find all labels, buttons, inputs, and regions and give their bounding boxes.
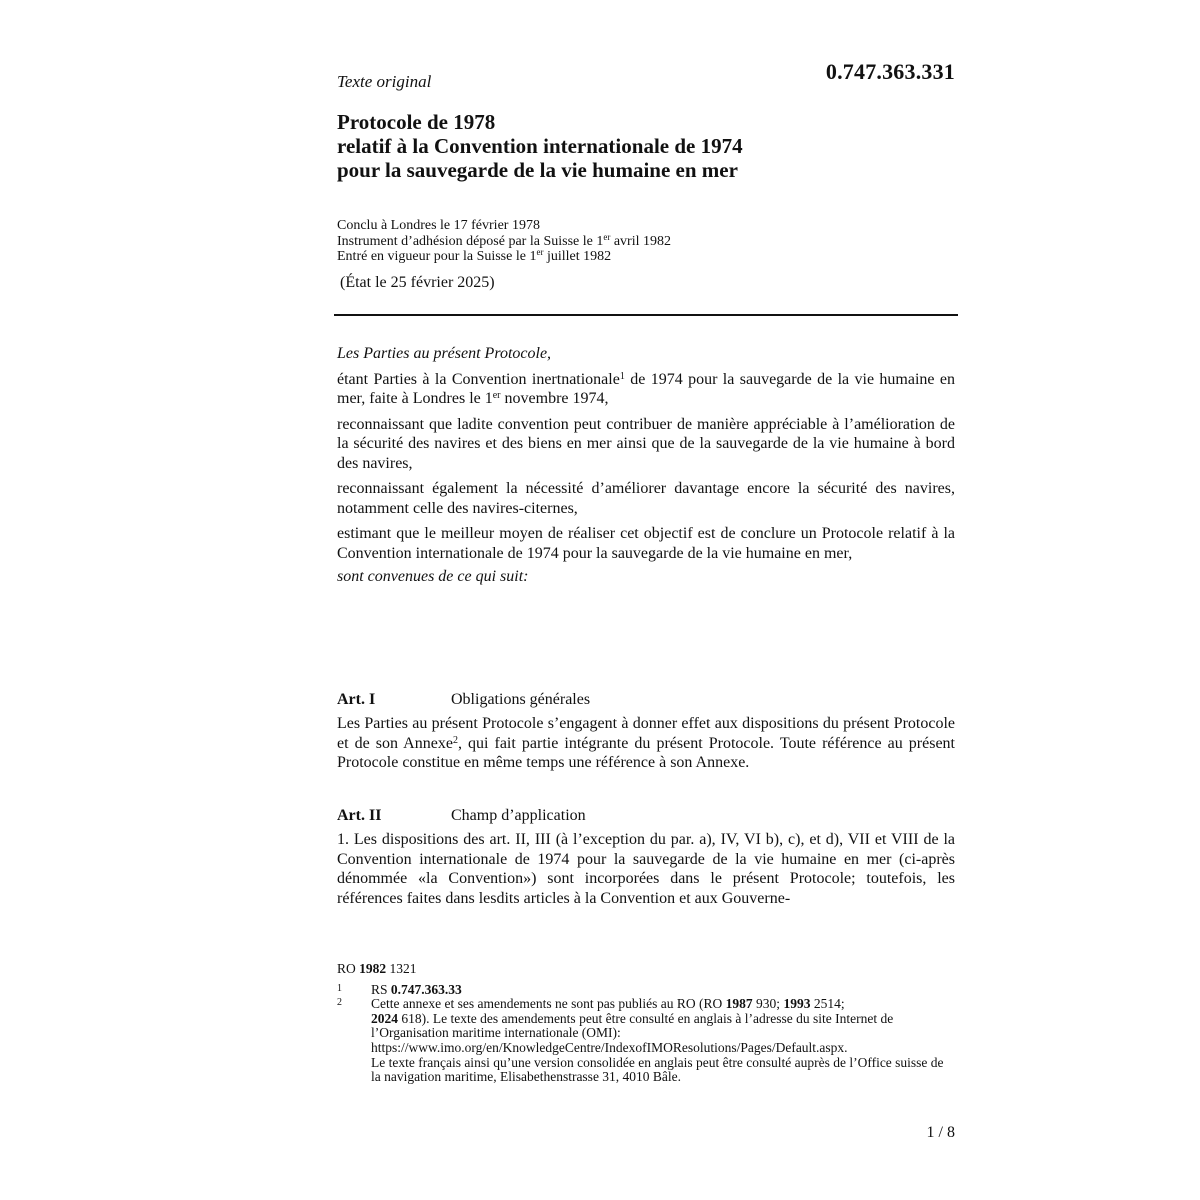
article-1: [337, 690, 955, 773]
article-title: Obligations générales: [451, 691, 591, 708]
preamble-paragraph: reconnaissant également la nécessité d’améliorer davantage encore la sécurité des navires, notamment celle des navires-citernes,: [337, 480, 955, 517]
page-number: 1 / 8: [926, 1124, 955, 1141]
article-text: Les Parties au présent Protocole s’engagent à donner effet aux dispositions du présent Protocole et de son Annexe$^2$, qui fait partie intégrante du présent Protocole. Toute référence au présent Protocole constitue en même temps une référence à son Annexe.: [337, 715, 956, 771]
preamble-paragraph: étant Parties à la Convention inertnationale$^1$ de 1974 pour la sauvegarde de la vie humaine en mer, faite à Londres le 1er novembre 1974,: [337, 370, 956, 407]
footnote-1: 1 RS 0.747.363.33: [337, 981, 462, 997]
article-heading: [337, 806, 955, 830]
footnote-2: 2 Cette annexe et ses amendements ne sont pas publiés au RO (RO 1987 930; 1993 2514; 2024 618). Le texte des amendements peut être consulté en anglais à l’adresse du site Internet de l’Organisation maritime internationale (OMI): https://www.imo.org/en/KnowledgeCentre/IndexofIMOResolutions/Pages/Default.aspx. Le texte français ainsi qu’une version consolidée en anglais peut être consulté auprès de l’Office suisse de la navigation maritime, Elisabethenstrasse 31, 4010 Bâle.: [337, 996, 944, 1085]
article-number: Art. II: [337, 807, 382, 824]
footnote-ref-2[interactable]: 2: [452, 734, 458, 746]
article-2: [337, 806, 955, 908]
article-number: Art. I: [337, 691, 376, 708]
rs-number: 0.747.363.331: [825, 59, 955, 84]
adhesion-date: Instrument d’adhésion déposé par la Suisse le 1er avril 1982: [337, 231, 671, 249]
horizontal-divider: [334, 314, 958, 316]
footnote-number: 2: [337, 997, 342, 1009]
title-line-1: Protocole de 1978: [337, 110, 496, 134]
footnote-ref-1[interactable]: 1: [619, 370, 625, 382]
preamble-closing: sont convenues de ce qui suit:: [337, 568, 529, 585]
status-date: (État le 25 février 2025): [340, 274, 495, 291]
preamble-paragraph: reconnaissant que ladite convention peut contribuer de manière appréciable à l’amélioration de la sécurité des navires et des biens en mer ainsi que de la sauvegarde de la vie humaine à bord des navires,: [337, 415, 955, 472]
imo-url-link[interactable]: https://www.imo.org/en/KnowledgeCentre/IndexofIMOResolutions/Pages/Default.aspx.: [371, 1039, 848, 1055]
page-title: [337, 110, 957, 182]
article-text: 1. Les dispositions des art. II, III (à l’exception du par. a), IV, VI b), c), et d), VII et VIII de la Convention internationale de 1974 pour la sauvegarde de la vie humaine en mer (ci-après dénommée «la Convention») sont incorporées dans le présent Protocole; toutefois, les références faites dans lesdits articles à la Convention et aux Gouverne-: [337, 831, 955, 907]
footnotes: [337, 962, 955, 1085]
title-line-3: pour la sauvegarde de la vie humaine en mer: [337, 158, 738, 182]
entry-into-force-date: Entré en vigueur pour la Suisse le 1er juillet 1982: [337, 247, 612, 264]
concluded-date: Conclu à Londres le 17 février 1978: [337, 218, 540, 233]
preamble-paragraph: estimant que le meilleur moyen de réaliser cet objectif est de conclure un Protocole relatif à la Convention internationale de 1974 pour la sauvegarde de la vie humaine en mer,: [337, 525, 955, 562]
document-page: [337, 0, 957, 1200]
footnote-number: 1: [337, 982, 342, 994]
ro-reference: RO 1982 1321: [337, 961, 417, 976]
treaty-metadata: [337, 218, 957, 265]
preamble-intro: Les Parties au présent Protocole,: [337, 345, 552, 362]
article-title: Champ d’application: [451, 807, 586, 824]
preamble: [337, 344, 955, 593]
original-text-label: Texte original: [337, 72, 432, 91]
article-heading: [337, 690, 955, 714]
title-line-2: relatif à la Convention internationale de 1974: [337, 134, 743, 158]
